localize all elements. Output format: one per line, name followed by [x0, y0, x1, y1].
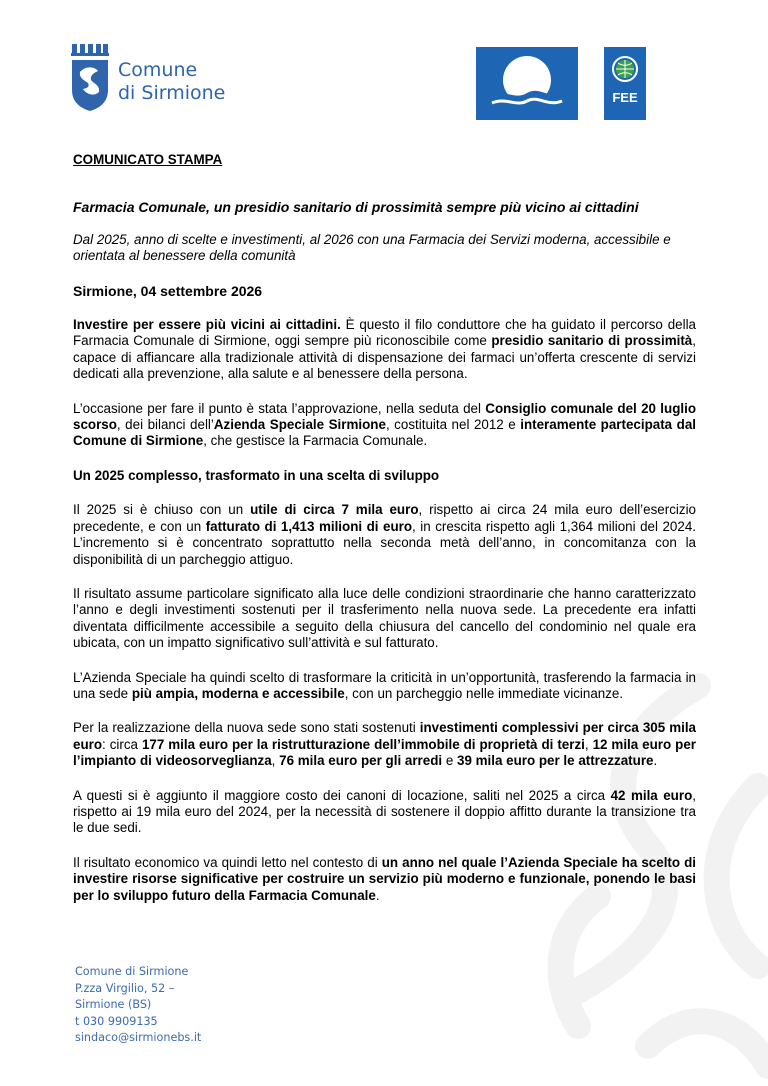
- p6-bold-2: 177 mila euro per la ristrutturazione dell’immobile di proprietà di terzi: [141, 736, 585, 752]
- coat-of-arms-icon: [70, 42, 110, 112]
- comune-logo: [70, 42, 250, 114]
- fee-label: FEE: [612, 90, 638, 105]
- p7-text-2: , rispetto ai 19 mila euro del 2024, per la necessità di sostenere il doppio affitto durante la transizione tra le due sedi.: [73, 787, 696, 836]
- p2-text-3: , costituita nel 2012 e: [385, 417, 521, 433]
- paragraph-4: Il risultato assume particolare significato alla luce delle condizioni straordinarie che hanno caratterizzato l’anno e degli investimenti sostenuti per il trasferimento nella nuova sede. La precedente era infatti diventata difficilmente accessibile a seguito della chiusura del cancello del condominio nel quale era ubicata, con un impatto significativo sull’attività e sul fatturato.: [73, 585, 696, 651]
- p3-bold-1: utile di circa 7 mila euro: [250, 502, 419, 518]
- contact-footer: [75, 964, 201, 1047]
- document-kicker: COMUNICATO STAMPA: [73, 152, 223, 167]
- logo-line-2: di Sirmione: [118, 82, 226, 104]
- p1-text-1: È questo il filo conduttore che ha guidato il percorso della Farmacia Comunale di Sirmione, oggi sempre più riconoscibile come: [73, 317, 696, 349]
- footer-city: Sirmione (BS): [75, 998, 152, 1011]
- p3-bold-2: fatturato di 1,413 milioni di euro: [205, 518, 413, 534]
- globe-icon: [604, 51, 646, 91]
- p8-text-2: .: [375, 887, 380, 903]
- p1-bold-2: presidio sanitario di prossimità: [491, 333, 693, 349]
- document-subheadline: Dal 2025, anno di scelte e investimenti, al 2026 con una Farmacia dei Servizi moderna, accessibile e orientata al benessere della comunità: [73, 231, 671, 264]
- p7-text-1: A questi si è aggiunto il maggiore costo dei canoni di locazione, saliti nel 2025 a circa: [73, 787, 611, 803]
- document-headline: Farmacia Comunale, un presidio sanitario di prossimità sempre più vicino ai cittadini: [73, 199, 639, 216]
- p2-bold-1: Consiglio comunale del 20 luglio scorso: [73, 400, 696, 433]
- p6-bold-3: 12 mila euro per l’impianto di videosorveglianza: [73, 736, 696, 769]
- footer-address: P.zza Virgilio, 52 –: [75, 981, 175, 995]
- p1-bold-1: Investire per essere più vicini ai cittadini.: [73, 317, 341, 333]
- p2-text-2: , dei bilanci dell’: [116, 417, 214, 433]
- dateline: Sirmione, 04 settembre 2026: [73, 282, 263, 299]
- p6-text-1: Per la realizzazione della nuova sede sono stati sostenuti: [73, 720, 420, 736]
- p3-text-3: , in crescita rispetto agli 1,364 milioni del 2024. L’incremento si è concentrato soprattutto nella seconda metà dell’anno, in concomitanza con la disponibilità di un parcheggio attiguo.: [73, 518, 696, 567]
- footer-email[interactable]: sindaco@sirmionebs.it: [75, 1031, 202, 1044]
- paragraph-7: [73, 788, 696, 837]
- footer-phone: t 030 9909135: [75, 1014, 158, 1028]
- p8-text-1: Il risultato economico va quindi letto nel contesto di: [73, 854, 382, 870]
- p2-bold-2: Azienda Speciale Sirmione: [213, 417, 386, 433]
- p6-text-3: ,: [584, 736, 593, 752]
- p6-text-6: .: [653, 753, 658, 769]
- section-title: Un 2025 complesso, trasformato in una scelta di sviluppo: [73, 467, 440, 483]
- paragraph-8: [73, 855, 696, 904]
- letterhead: [0, 0, 768, 130]
- p5-text-1: L’Azienda Speciale ha quindi scelto di trasformare la criticità in un’opportunità, trasferendo la farmacia in una sede: [73, 669, 696, 701]
- paragraph-2: [73, 401, 696, 450]
- p6-bold-1: investimenti complessivi per circa 305 mila euro: [73, 720, 696, 752]
- p6-text-5: e: [442, 753, 457, 769]
- p6-bold-5: 39 mila euro per le attrezzature: [457, 753, 654, 769]
- p2-bold-3: interamente partecipata dal Comune di Sirmione: [73, 417, 697, 449]
- p1-text-2: , capace di affiancare alla tradizionale attività di dispensazione dei farmaci un’offerta crescente di servizi dedicati alla prevenzione, alla salute e al benessere della persona.: [73, 333, 696, 382]
- paragraph-1: [73, 317, 696, 383]
- p3-text-1: Il 2025 si è chiuso con un: [73, 502, 251, 518]
- p6-text-2: : circa: [102, 736, 142, 752]
- p3-text-2: , rispetto ai circa 24 mila euro dell’esercizio precedente, e con un: [73, 502, 696, 534]
- logo-line-1: Comune: [118, 59, 198, 81]
- paragraph-5: [73, 670, 696, 703]
- p2-text-4: , che gestisce la Farmacia Comunale.: [203, 433, 428, 449]
- paragraph-6: [73, 720, 696, 769]
- fee-logo: [604, 47, 646, 120]
- p6-text-4: ,: [271, 753, 280, 769]
- p5-bold-1: più ampia, moderna e accessibile: [131, 685, 345, 701]
- p6-bold-4: 76 mila euro per gli arredi: [279, 753, 443, 769]
- p2-text-1: L’occasione per fare il punto è stata l’approvazione, nella seduta del: [73, 400, 486, 416]
- p5-text-2: , con un parcheggio nelle immediate vicinanze.: [344, 685, 624, 701]
- footer-org: Comune di Sirmione: [75, 965, 189, 978]
- press-release-body: [73, 152, 696, 904]
- blue-flag-icon: [476, 47, 578, 120]
- paragraph-3: [73, 502, 696, 568]
- p8-bold-1: un anno nel quale l’Azienda Speciale ha scelto di investire risorse significative per costruire un servizio più moderno e funzionale, ponendo le basi per lo sviluppo futuro della Farmacia Comunale: [73, 854, 696, 903]
- p7-bold-1: 42 mila euro: [610, 787, 693, 803]
